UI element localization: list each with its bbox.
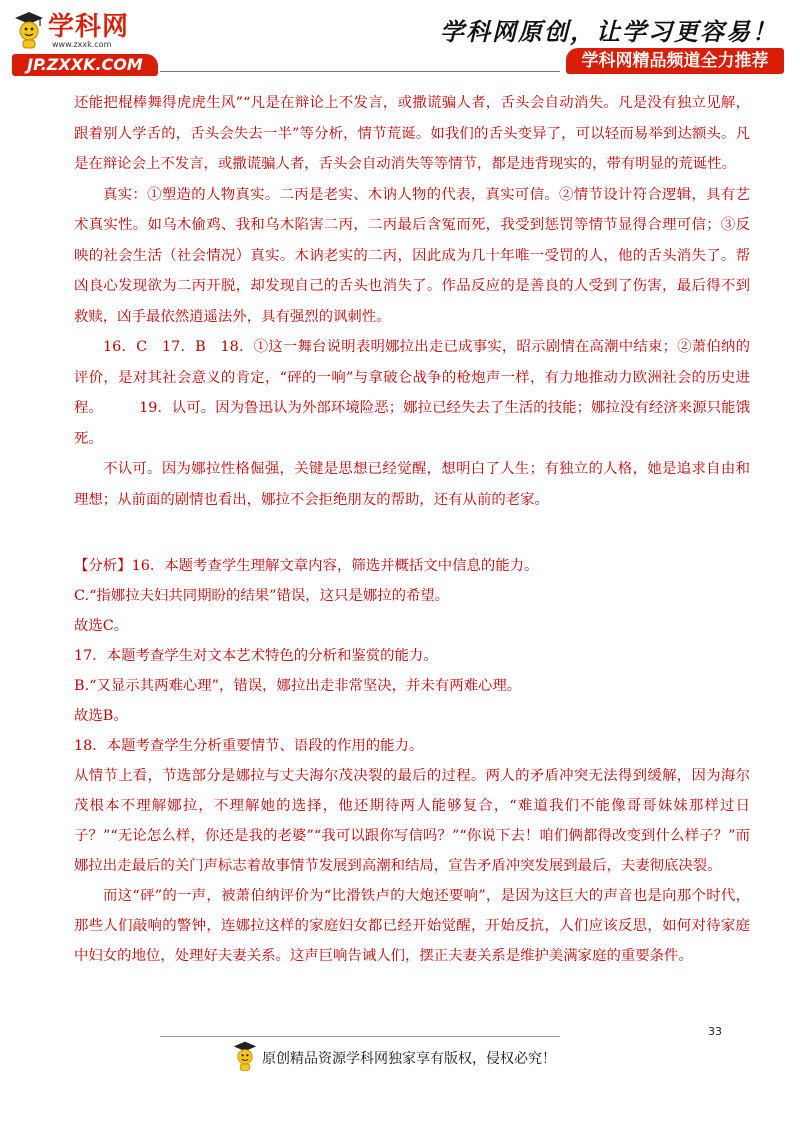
analysis-paragraph: 而这“砰”的一声，被萧伯纳评价为“比滑铁卢的大炮还要响”，是因为这巨大的声音也是向那个时代，那些人们敲响的警钟，连娜拉这样的家庭妇女都已经开始觉醒，开始反抗，人们应该反思，如何对待家庭中妇女的地位，处理好夫妻关系。这声巨响告诫人们，摆正夫妻关系是维护美满家庭的重要条件。 xyxy=(74,888,750,964)
analysis-text: 16．本题考查学生理解文章内容，筛选并概括文中信息的能力。 xyxy=(131,558,539,574)
document-body xyxy=(74,88,750,971)
body-paragraph: 真实：①塑造的人物真实。二丙是老实、木讷人物的代表，真实可信。②情节设计符合逻辑，具有艺术真实性。如乌木偷鸡、我和乌木陷害二丙，二丙最后含冤而死，我受到惩罚等情节显得合理可信；③反映的社会生活（社会情况）真实。木讷老实的二丙，因此成为几十年唯一受罚的人，他的舌头消失了。帮凶良心发现欲为二丙开脱，却发现自己的舌头也消失了。作品反应的是善良的人受到了伤害，最后得不到救赎，凶手最依然逍遥法外，具有强烈的讽刺性。 xyxy=(74,186,750,325)
answer-paragraph: 16．C 17．B 18．①这一舞台说明表明娜拉出走已成事实，昭示剧情在高潮中结束；②萧伯纳的评价，是对其社会意义的肯定，“砰的一响”与拿破仑战争的枪炮声一样，有力地推动力欧洲社会的历史进程。 19．认可。因为鲁迅认为外部环境险恶；娜拉已经失去了生活的技能；娜拉没有经济来源只能饿死。 xyxy=(74,339,750,447)
analysis-line: 18．本题考查学生分析重要情节、语段的作用的能力。 xyxy=(74,738,424,754)
analysis-line: 故选C。 xyxy=(74,618,129,634)
footer-divider xyxy=(160,1036,560,1037)
site-badge: JP.ZXXK.COM xyxy=(12,54,158,76)
copyright-notice: 原创精品资源学科网独家享有版权，侵权必究！ xyxy=(262,1051,556,1067)
logo-url: www.zxxk.com xyxy=(52,40,112,49)
analysis-tag: 【分析】 xyxy=(74,558,132,574)
body-paragraph: 还能把棍棒舞得虎虎生风”“凡是在辩论上不发言，或撒谎骗人者，舌头会自动消失。凡是没有独立见解，跟着别人学舌的，舌头会失去一半”等分析，情节荒诞。如我们的舌头变异了，可以轻而易举到达额头。凡是在辩论会上不发言，或撒谎骗人者，舌头会自动消失等等情节，都是违背现实的，带有明显的荒诞性。 xyxy=(74,95,750,172)
analysis-section xyxy=(74,551,750,971)
analysis-line: C.“指娜拉夫妇共同期盼的结果”错误，这只是娜拉的希望。 xyxy=(74,588,450,604)
logo-text: 学科网 xyxy=(48,12,130,42)
mascot-logo-icon xyxy=(14,10,44,50)
page-header xyxy=(0,0,800,80)
header-divider xyxy=(160,71,560,72)
analysis-line: 故选B。 xyxy=(74,708,128,724)
analysis-line: B.“又显示其两难心理”，错误，娜拉出走非常坚决，并未有两难心理。 xyxy=(74,678,522,694)
analysis-line xyxy=(74,551,750,581)
analysis-line: 17．本题考查学生对文本艺术特色的分析和鉴赏的能力。 xyxy=(74,648,438,664)
body-paragraph: 不认可。因为娜拉性格倔强，关键是思想已经觉醒，想明白了人生；有独立的人格，她是追求自由和理想；从前面的剧情也看出，娜拉不会拒绝朋友的帮助，还有从前的老家。 xyxy=(74,461,750,508)
paragraph-gap xyxy=(74,515,750,545)
promo-badge: 学科网精品频道全力推荐 xyxy=(566,48,784,74)
page-number: 33 xyxy=(708,1025,722,1038)
slogan: 学科网原创，让学习更容易！ xyxy=(440,17,778,46)
mascot-icon xyxy=(232,1040,258,1072)
analysis-paragraph: 从情节上看，节选部分是娜拉与丈夫海尔茂决裂的最后的过程。两人的矛盾冲突无法得到缓解，因为海尔茂根本不理解娜拉，不理解她的选择，他还期待两人能够复合，“难道我们不能像哥哥妹妹那样过日子？”“无论怎么样，你还是我的老婆”“我可以跟你写信吗？”“你说下去！咱们俩都得改变到什么样子？”而娜拉出走最后的关门声标志着故事情节发展到高潮和结局，宣告矛盾冲突发展到最后，夫妻彻底决裂。 xyxy=(74,768,750,874)
